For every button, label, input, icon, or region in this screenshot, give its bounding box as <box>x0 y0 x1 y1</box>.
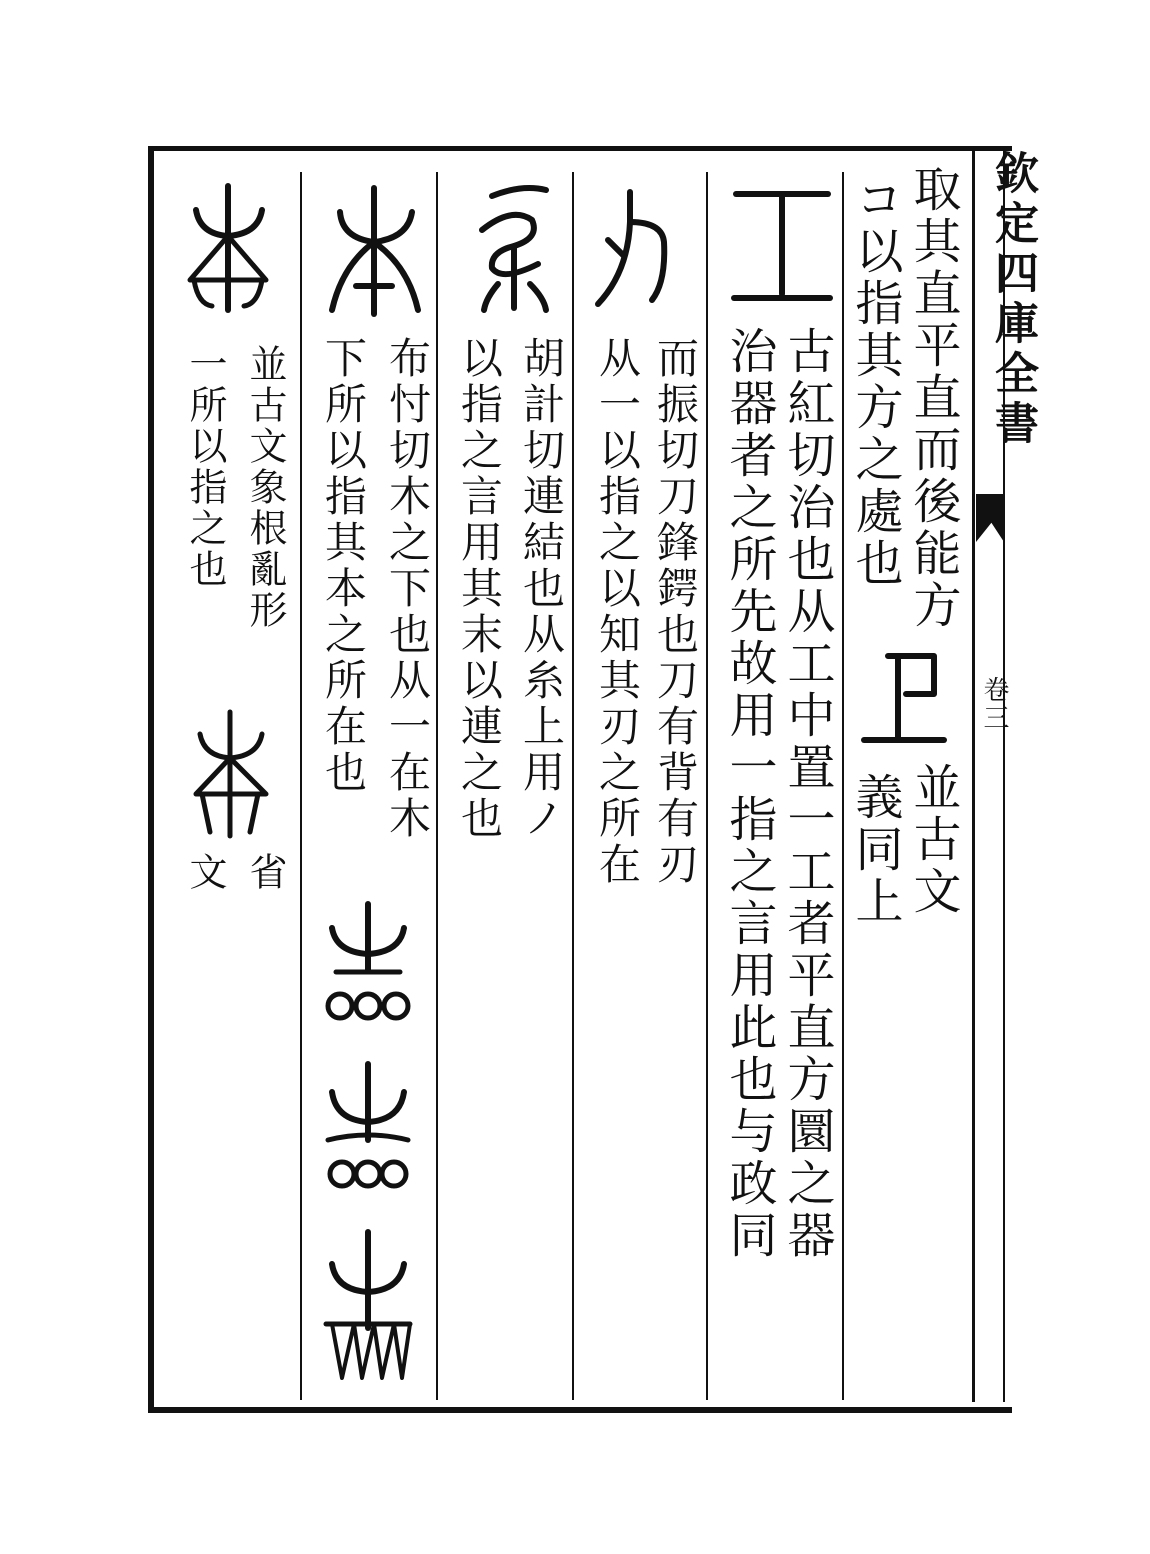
text-column-6b: 一所以指之也 <box>183 344 227 590</box>
text-column-1b: コ以指其方之處也 <box>847 174 903 590</box>
margin-rule <box>972 146 975 1402</box>
ben-ancient-seal-3 <box>318 900 418 1030</box>
text-column-4b: 以指之言用其末以連之也 <box>455 336 504 842</box>
text-column-5b: 下所以指其本之所在也 <box>319 336 368 796</box>
book-title: 欽定四庫全書 <box>987 150 1038 450</box>
text-column-1d: 義同上 <box>847 772 903 928</box>
text-column-6c: 省 <box>243 852 287 893</box>
text-column-6a: 並古文象根亂形 <box>243 344 287 631</box>
xi-seal <box>462 176 562 316</box>
text-column-4a: 胡計切連結也从糸上用ノ <box>517 336 566 842</box>
ben-seal <box>322 182 432 322</box>
gong-ancient-seal <box>858 650 948 750</box>
volume-label: 卷三 <box>979 676 1009 732</box>
text-column-6d: 文 <box>183 852 227 893</box>
column-rule <box>842 172 844 1400</box>
text-column-2b: 治器者之所先故用一指之言用此也与政同 <box>721 326 777 1262</box>
column-rule <box>572 172 574 1400</box>
column-rule <box>436 172 438 1400</box>
ben-ancient-seal-5 <box>318 1228 418 1388</box>
text-column-5a: 布忖切木之下也从一在木 <box>383 336 432 842</box>
ren-seal <box>590 182 680 312</box>
text-column-3b: 从一以指之以知其刃之所在 <box>593 336 642 888</box>
ben-ancient-seal-4 <box>318 1060 418 1200</box>
gong-seal <box>726 186 836 306</box>
text-column-2a: 古紅切治也从工中置一工者平直方圜之器 <box>779 326 835 1262</box>
text-column-1a: 取其直平直而後能方 <box>905 164 961 632</box>
column-rule <box>300 172 302 1400</box>
ben-ancient-seal-2 <box>186 706 276 846</box>
text-column-3a: 而振切刀鋒鍔也刀有背有刃 <box>651 336 700 888</box>
text-column-1c: 並古文 <box>905 762 961 918</box>
column-rule <box>706 172 708 1400</box>
ben-ancient-seal-1 <box>178 180 278 320</box>
